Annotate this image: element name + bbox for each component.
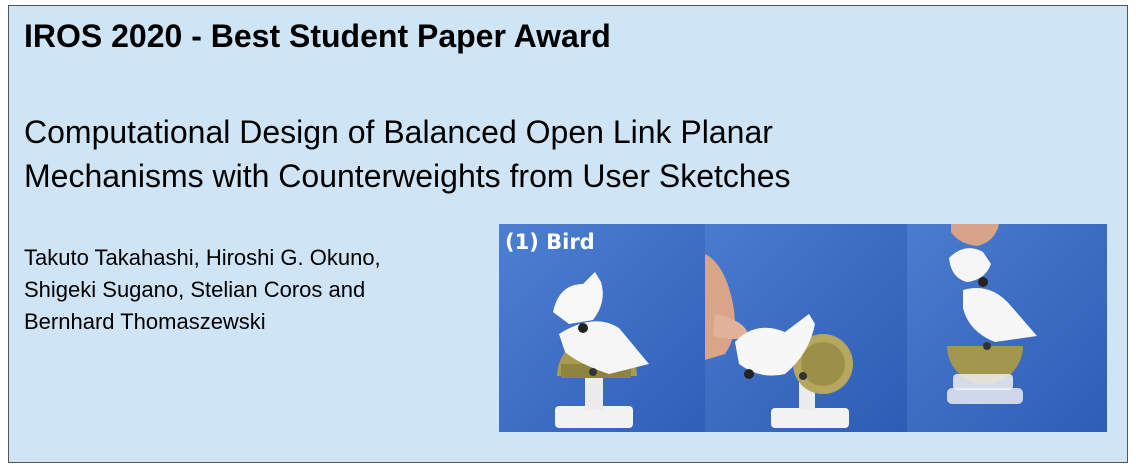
author-line-3: Bernhard Thomaszewski [24, 309, 266, 334]
author-line-2: Shigeki Sugano, Stelian Coros and [24, 277, 366, 302]
figure-label: (1) Bird [505, 230, 595, 254]
paper-title-line-2: Mechanisms with Counterweights from User Sketches [24, 158, 791, 194]
paper-title-line-1: Computational Design of Balanced Open Link Planar [24, 114, 773, 150]
photo-panel-1 [499, 224, 705, 432]
author-line-1: Takuto Takahashi, Hiroshi G. Okuno, [24, 245, 381, 270]
paper-title [24, 110, 791, 198]
photo-panel-2 [705, 224, 907, 432]
bird-mechanism-photos [499, 224, 1107, 432]
photo-panel-3 [907, 224, 1107, 432]
award-card [8, 5, 1128, 463]
bird-swinging-image [907, 224, 1107, 432]
award-heading: IROS 2020 - Best Student Paper Award [24, 18, 611, 54]
bird-standing-image [499, 224, 705, 432]
author-list [24, 242, 381, 338]
bird-pushed-image [705, 224, 907, 432]
